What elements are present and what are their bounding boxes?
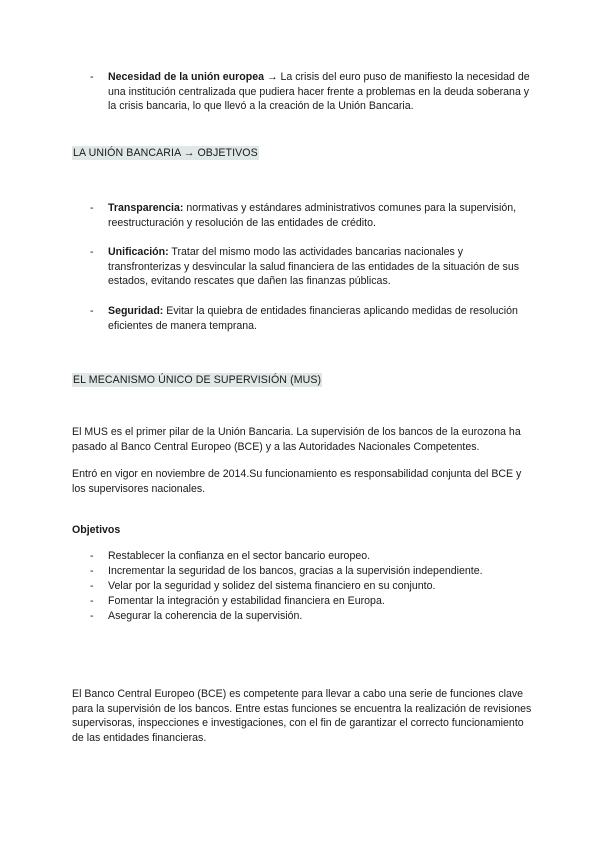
objective-text: Fomentar la integración y estabilidad financiera en Europa. — [108, 595, 385, 607]
list-item — [90, 594, 530, 609]
intro-bullet-body: La crisis del euro puso de manifiesto la necesidad de una institución centralizada que pudiera hacer frente a problemas en la deuda soberana y la crisis bancaria, lo que llevó a la creación de la Unión Bancaria. — [108, 71, 530, 113]
bullet-dash: - — [90, 246, 94, 258]
bullet-dash: - — [90, 565, 94, 577]
intro-bullet-text — [108, 70, 530, 114]
bullet-dash: - — [90, 202, 94, 214]
section-heading-union-bancaria: LA UNIÓN BANCARIA → OBJETIVOS — [73, 147, 258, 159]
bullet-dash: - — [90, 71, 94, 83]
bullet-dash: - — [90, 595, 94, 607]
bullet-dash: - — [90, 305, 94, 317]
paragraph-mus-vigor: Entró en vigor en noviembre de 2014.Su funcionamiento es responsabilidad conjunta del BCE y los supervisores nacionales. — [72, 468, 522, 495]
intro-bullet-arrow: → — [264, 71, 281, 83]
section-heading-mus: EL MECANISMO ÚNICO DE SUPERVISIÓN (MUS) — [73, 374, 322, 386]
item-bold-label: Transparencia: — [108, 202, 184, 214]
objectives-title: Objetivos — [72, 524, 121, 536]
item-bold-label: Unificación: — [108, 246, 169, 258]
item-text: Evitar la quiebra de entidades financieras aplicando medidas de resolución eficientes de manera temprana. — [108, 305, 518, 332]
objective-text: Asegurar la coherencia de la supervisión. — [108, 610, 303, 622]
bullet-dash: - — [90, 550, 94, 562]
paragraph-mus-intro: El MUS es el primer pilar de la Unión Bancaria. La supervisión de los bancos de la eurozona ha pasado al Banco Central Europeo (BCE) y a las Autoridades Nacionales Competentes. — [72, 426, 521, 453]
objectives-list — [90, 549, 530, 624]
bullet-dash: - — [90, 580, 94, 592]
list-item — [90, 579, 530, 594]
objective-text: Velar por la seguridad y solidez del sistema financiero en su conjunto. — [108, 580, 436, 592]
list-item — [90, 549, 530, 564]
list-item — [90, 564, 530, 579]
list-item — [90, 609, 530, 624]
objective-text: Restablecer la confianza en el sector bancario europeo. — [108, 550, 371, 562]
objective-text: Incrementar la seguridad de los bancos, gracias a la supervisión independiente. — [108, 565, 483, 577]
intro-bullet-bold: Necesidad de la unión europea — [108, 71, 265, 83]
item-text: Tratar del mismo modo las actividades bancarias nacionales y transfronterizas y desvincular la salud financiera de las entidades de la situación de sus estados, evitando rescates que dañen las finanzas públicas. — [108, 246, 520, 288]
paragraph-bce-functions: El Banco Central Europeo (BCE) es competente para llevar a cabo una serie de funciones clave para la supervisión de los bancos. Entre estas funciones se encuentra la realización de revisiones supervisoras, inspecciones e investigaciones, con el fin de garantizar el correcto funcionamiento de las entidades financieras. — [72, 688, 532, 744]
bullet-dash: - — [90, 610, 94, 622]
item-bold-label: Seguridad: — [108, 305, 164, 317]
item-text: normativas y estándares administrativos comunes para la supervisión, reestructuración y resolución de las entidades de crédito. — [108, 202, 517, 229]
